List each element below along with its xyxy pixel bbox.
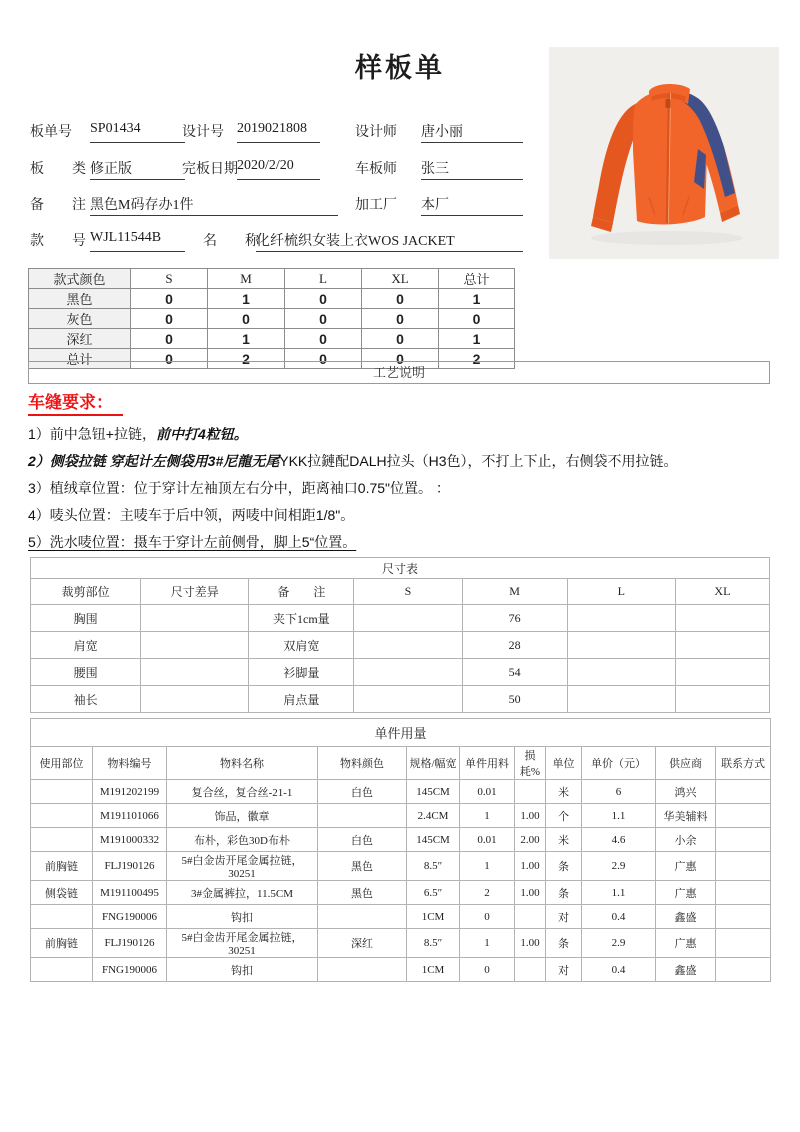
table-row — [31, 852, 771, 881]
craft-note-box — [28, 361, 770, 384]
product-photo — [549, 47, 779, 259]
cell: 2 — [460, 881, 515, 905]
cell: 侧袋链 — [31, 881, 93, 905]
cell: 1 — [460, 804, 515, 828]
field-label: 设计号 — [182, 125, 224, 140]
cell: 0.4 — [582, 958, 656, 982]
cell — [318, 958, 407, 982]
column-header: M — [208, 269, 285, 289]
sewing-item — [28, 502, 796, 529]
table-row — [31, 958, 771, 982]
cell — [31, 905, 93, 929]
field-value: 本厂 — [421, 194, 523, 216]
cell: 0.01 — [460, 828, 515, 852]
sewing-text: 4）唛头位置：主唛车于后中领，两唛中间相距1/8"。 — [28, 507, 355, 523]
cell: 对 — [546, 905, 582, 929]
cell: 6.5″ — [407, 881, 460, 905]
cell — [567, 632, 675, 659]
cell — [141, 659, 249, 686]
cell: 0.4 — [582, 905, 656, 929]
cell: 0 — [208, 309, 285, 329]
field-value: 张三 — [421, 158, 523, 180]
cell — [515, 905, 546, 929]
cell: 4.6 — [582, 828, 656, 852]
cell: 双肩宽 — [249, 632, 354, 659]
field-label: 板 类 — [30, 162, 86, 177]
cell: 2.4CM — [407, 804, 460, 828]
column-header: 物料名称 — [167, 747, 318, 780]
cell: 0.01 — [460, 780, 515, 804]
cell: 鑫盛 — [656, 905, 716, 929]
cell — [31, 804, 93, 828]
cell: 5#白金齿开尾金属拉链，30251 — [167, 852, 318, 881]
table-row — [31, 804, 771, 828]
cell: FNG190006 — [93, 958, 167, 982]
field-label: 车板师 — [355, 162, 397, 177]
cell: 3#金属裤拉，11.5CM — [167, 881, 318, 905]
column-header: 尺寸差异 — [141, 579, 249, 605]
column-header: 裁剪部位 — [31, 579, 141, 605]
cell: 华美辅料 — [656, 804, 716, 828]
cell: 肩点量 — [249, 686, 354, 713]
color-quantity-table — [28, 268, 515, 369]
cell — [716, 958, 771, 982]
cell — [141, 686, 249, 713]
column-header: L — [285, 269, 362, 289]
cell: 钩扣 — [167, 958, 318, 982]
cell: 1CM — [407, 958, 460, 982]
cell: 145CM — [407, 828, 460, 852]
cell: 0 — [362, 349, 439, 369]
cell: 2.9 — [582, 852, 656, 881]
cell — [716, 780, 771, 804]
cell: 1.1 — [582, 804, 656, 828]
column-header: 单件用料 — [460, 747, 515, 780]
cell: 145CM — [407, 780, 460, 804]
field-value: SP01434 — [90, 121, 185, 143]
field-value: WJL11544B — [90, 230, 185, 252]
cell: 50 — [462, 686, 567, 713]
sewing-text: 3）植绒章位置：位于穿计左袖顶左右分中，距离袖口0.75"位置。 ： — [28, 480, 450, 496]
cell: 1.00 — [515, 852, 546, 881]
cell: 8.5″ — [407, 852, 460, 881]
size-spec-table — [30, 557, 770, 713]
cell: FLJ190126 — [93, 852, 167, 881]
cell: 条 — [546, 852, 582, 881]
cell: 1.00 — [515, 804, 546, 828]
cell: 黑色 — [318, 852, 407, 881]
sewing-requirements — [28, 388, 796, 556]
cell — [354, 632, 462, 659]
cell — [515, 958, 546, 982]
cell: 0 — [285, 309, 362, 329]
field-value: 化纤梳织女装上衣WOS JACKET — [256, 230, 523, 252]
cell: 广惠 — [656, 852, 716, 881]
table-row — [29, 329, 515, 349]
field-label: 加工厂 — [355, 198, 397, 213]
cell: 2 — [439, 349, 515, 369]
cell — [716, 852, 771, 881]
cell: FLJ190126 — [93, 929, 167, 958]
cell — [716, 804, 771, 828]
cell: 0 — [131, 329, 208, 349]
cell: 1 — [208, 329, 285, 349]
table-row — [31, 828, 771, 852]
page-title: 样板单 — [355, 53, 445, 83]
cell: 钩扣 — [167, 905, 318, 929]
field-label: 完板日期 — [182, 162, 238, 177]
cell: 对 — [546, 958, 582, 982]
cell: 广惠 — [656, 881, 716, 905]
cell: 1.00 — [515, 929, 546, 958]
cell: 腰围 — [31, 659, 141, 686]
column-header: 供应商 — [656, 747, 716, 780]
cell: 0 — [285, 289, 362, 309]
cell — [354, 605, 462, 632]
cell: 白色 — [318, 828, 407, 852]
column-header: XL — [362, 269, 439, 289]
cell: 个 — [546, 804, 582, 828]
cell: 布朴，彩色30D布朴 — [167, 828, 318, 852]
cell — [31, 958, 93, 982]
sewing-text: 5）洗水唛位置：摄车于穿计左前侧骨，脚上5“位置。 — [28, 534, 357, 550]
cell: 0 — [460, 905, 515, 929]
sewing-item — [28, 475, 796, 502]
sewing-item — [28, 421, 796, 448]
cell: 8.5″ — [407, 929, 460, 958]
craft-note-label: 工艺说明 — [372, 365, 425, 380]
cell: 0 — [131, 289, 208, 309]
table-title-row — [31, 719, 771, 747]
sewing-item — [28, 529, 796, 556]
cell — [567, 659, 675, 686]
table-header-row — [31, 747, 771, 780]
cell: M191100495 — [93, 881, 167, 905]
column-header: 单价（元） — [582, 747, 656, 780]
cell: 1 — [439, 329, 515, 349]
cell: 白色 — [318, 780, 407, 804]
cell: 54 — [462, 659, 567, 686]
cell — [716, 828, 771, 852]
cell: 0 — [131, 349, 208, 369]
cell: 衫脚量 — [249, 659, 354, 686]
cell: 0 — [131, 309, 208, 329]
column-header: 物料颜色 — [318, 747, 407, 780]
sewing-item — [28, 448, 796, 475]
table-row — [31, 605, 770, 632]
cell: 76 — [462, 605, 567, 632]
cell — [141, 632, 249, 659]
cell: 小余 — [656, 828, 716, 852]
field-label: 设计师 — [355, 125, 397, 140]
cell: 前胸链 — [31, 852, 93, 881]
table-row — [31, 929, 771, 958]
column-header: 使用部位 — [31, 747, 93, 780]
cell: 灰色 — [29, 309, 131, 329]
cell: 肩宽 — [31, 632, 141, 659]
cell: 黑色 — [29, 289, 131, 309]
table-row — [31, 881, 771, 905]
cell: 夹下1cm量 — [249, 605, 354, 632]
cell: 条 — [546, 881, 582, 905]
cell: M191202199 — [93, 780, 167, 804]
cell: 米 — [546, 828, 582, 852]
column-header: L — [567, 579, 675, 605]
cell: 28 — [462, 632, 567, 659]
cell: 条 — [546, 929, 582, 958]
sewing-heading: 车缝要求： — [28, 388, 123, 416]
cell: M191000332 — [93, 828, 167, 852]
cell — [31, 780, 93, 804]
table-row — [29, 289, 515, 309]
cell: 胸围 — [31, 605, 141, 632]
cell: 1 — [460, 852, 515, 881]
cell: 5#白金齿开尾金属拉链，30251 — [167, 929, 318, 958]
field-value: 修正版 — [90, 158, 185, 180]
cell: 1 — [439, 289, 515, 309]
cell — [31, 828, 93, 852]
cell — [675, 659, 769, 686]
cell — [141, 605, 249, 632]
column-header: XL — [675, 579, 769, 605]
cell: 1 — [460, 929, 515, 958]
field-label: 名 称 — [203, 234, 259, 249]
cell — [354, 659, 462, 686]
cell: 0 — [362, 329, 439, 349]
cell: 0 — [362, 309, 439, 329]
table-header-row — [31, 579, 770, 605]
cell — [675, 632, 769, 659]
cell: FNG190006 — [93, 905, 167, 929]
field-value: 2020/2/20 — [237, 158, 320, 180]
cell: 2 — [208, 349, 285, 369]
cell: 6 — [582, 780, 656, 804]
material-usage-table — [30, 718, 771, 982]
column-header: 损耗% — [515, 747, 546, 780]
sewing-text: 前中打4粒钮。 — [155, 426, 248, 442]
cell: 0 — [285, 329, 362, 349]
sewing-item-list — [28, 421, 796, 556]
cell: 2.00 — [515, 828, 546, 852]
cell — [675, 686, 769, 713]
cell: 1CM — [407, 905, 460, 929]
column-header: M — [462, 579, 567, 605]
cell: 广惠 — [656, 929, 716, 958]
cell: 2.9 — [582, 929, 656, 958]
table-title: 尺寸表 — [31, 558, 770, 579]
cell: 0 — [285, 349, 362, 369]
cell — [675, 605, 769, 632]
cell: 黑色 — [318, 881, 407, 905]
cell: 袖长 — [31, 686, 141, 713]
sewing-text: 1）前中急钮+拉链， — [28, 426, 156, 442]
cell: 1 — [208, 289, 285, 309]
column-header: 规格/幅宽 — [407, 747, 460, 780]
field-value: 2019021808 — [237, 121, 320, 143]
cell — [318, 905, 407, 929]
cell: 1.00 — [515, 881, 546, 905]
cell — [567, 686, 675, 713]
column-header: S — [354, 579, 462, 605]
column-header: 单位 — [546, 747, 582, 780]
jacket-illustration — [549, 47, 779, 259]
field-value: 黑色M码存办1件 — [90, 194, 338, 216]
cell: 深红 — [318, 929, 407, 958]
column-header: 总计 — [439, 269, 515, 289]
cell — [515, 780, 546, 804]
table-row — [31, 780, 771, 804]
table-row — [31, 905, 771, 929]
sewing-text: 2）侧袋拉链 穿起计左侧袋用3#尼龍无尾 — [28, 453, 280, 469]
table-header-row — [29, 269, 515, 289]
cell: 1.1 — [582, 881, 656, 905]
cell: 0 — [460, 958, 515, 982]
field-label: 板单号 — [30, 125, 72, 140]
cell: 复合丝，复合丝-21-1 — [167, 780, 318, 804]
table-title: 单件用量 — [31, 719, 771, 747]
cell — [318, 804, 407, 828]
field-label: 款 号 — [30, 234, 86, 249]
field-label: 备 注 — [30, 198, 86, 213]
column-header: 备 注 — [249, 579, 354, 605]
column-header: 联系方式 — [716, 747, 771, 780]
table-title-row — [31, 558, 770, 579]
cell — [716, 881, 771, 905]
cell: 总计 — [29, 349, 131, 369]
table-row — [31, 632, 770, 659]
field-value: 唐小丽 — [421, 121, 523, 143]
cell — [567, 605, 675, 632]
table-row — [31, 686, 770, 713]
column-header: S — [131, 269, 208, 289]
cell: 饰品，徽章 — [167, 804, 318, 828]
cell: 0 — [362, 289, 439, 309]
cell: 0 — [439, 309, 515, 329]
column-header: 款式颜色 — [29, 269, 131, 289]
column-header: 物料编号 — [93, 747, 167, 780]
cell: 深红 — [29, 329, 131, 349]
cell: 米 — [546, 780, 582, 804]
cell — [354, 686, 462, 713]
sewing-text: YKK拉鏈配DALH拉头（H3色），不打上下止，右侧袋不用拉链。 — [279, 453, 678, 469]
cell: M191101066 — [93, 804, 167, 828]
table-row — [31, 659, 770, 686]
cell: 鑫盛 — [656, 958, 716, 982]
cell — [716, 905, 771, 929]
table-row — [29, 309, 515, 329]
cell: 前胸链 — [31, 929, 93, 958]
cell — [716, 929, 771, 958]
cell: 鸿兴 — [656, 780, 716, 804]
